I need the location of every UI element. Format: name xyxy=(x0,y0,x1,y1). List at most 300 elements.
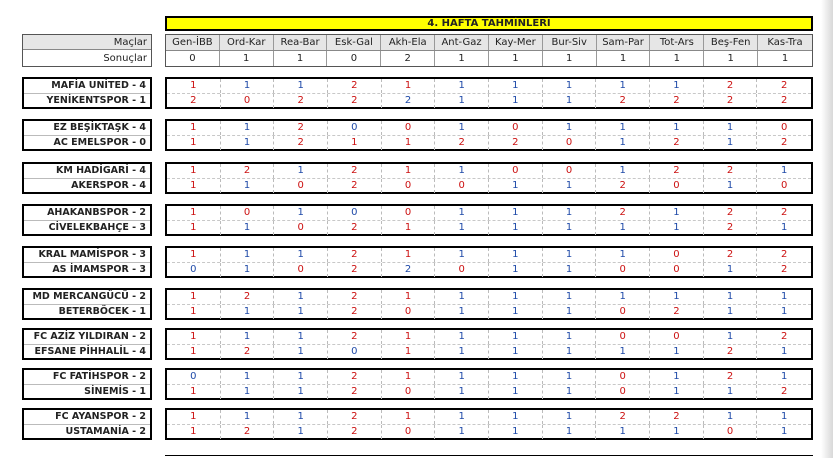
prediction-cell[interactable]: 1 xyxy=(435,345,489,359)
prediction-cell[interactable]: 1 xyxy=(221,121,275,135)
results-row xyxy=(166,51,812,66)
header-grid xyxy=(165,34,813,67)
prediction-group xyxy=(22,119,813,151)
prediction-grid xyxy=(165,328,813,360)
prediction-cell[interactable]: 0 xyxy=(489,121,543,135)
prediction-cell[interactable]: 0 xyxy=(650,330,704,344)
result-cell[interactable]: 1 xyxy=(597,51,651,66)
team-name[interactable]: KRAL MAMİSPOR - 3 xyxy=(24,248,150,263)
prediction-cell[interactable]: 0 xyxy=(781,122,788,133)
prediction-cell[interactable]: 2 xyxy=(781,331,788,342)
prediction-cell[interactable]: 1 xyxy=(167,136,221,150)
team-names xyxy=(22,368,152,400)
prediction-cell[interactable]: 1 xyxy=(596,164,650,178)
prediction-cell[interactable]: 2 xyxy=(596,206,650,220)
match-header-cell[interactable]: Esk-Gal xyxy=(327,35,381,50)
prediction-cell[interactable]: 1 xyxy=(435,79,489,93)
prediction-cell[interactable]: 2 xyxy=(328,385,382,399)
prediction-cell[interactable]: 0 xyxy=(704,425,758,439)
prediction-cell[interactable]: 1 xyxy=(435,248,489,262)
prediction-cell[interactable]: 1 xyxy=(435,410,489,424)
match-header-cell[interactable]: Beş-Fen xyxy=(704,35,758,50)
prediction-cell[interactable]: 1 xyxy=(435,94,489,108)
prediction-cell[interactable]: 0 xyxy=(167,370,221,384)
prediction-cell[interactable]: 0 xyxy=(382,305,436,319)
prediction-cell[interactable]: 0 xyxy=(650,248,704,262)
prediction-cell[interactable]: 2 xyxy=(781,386,788,397)
prediction-row xyxy=(167,305,811,319)
match-header-cell[interactable]: Ord-Kar xyxy=(220,35,274,50)
prediction-cell[interactable]: 1 xyxy=(650,221,704,235)
prediction-cell[interactable]: 1 xyxy=(596,221,650,235)
prediction-cell[interactable]: 1 xyxy=(596,345,650,359)
prediction-cell[interactable]: 2 xyxy=(328,305,382,319)
prediction-cell[interactable]: 1 xyxy=(704,290,758,304)
result-cell[interactable]: 1 xyxy=(435,51,489,66)
prediction-cell[interactable]: 1 xyxy=(167,425,221,439)
prediction-group xyxy=(22,288,813,320)
prediction-cell[interactable]: 2 xyxy=(274,136,328,150)
team-names xyxy=(22,328,152,360)
prediction-row xyxy=(167,248,811,263)
prediction-cell[interactable]: 1 xyxy=(435,330,489,344)
prediction-cell[interactable]: 1 xyxy=(274,370,328,384)
prediction-cell[interactable]: 1 xyxy=(382,345,436,359)
prediction-cell[interactable]: 0 xyxy=(596,330,650,344)
prediction-cell[interactable]: 1 xyxy=(274,290,328,304)
prediction-cell[interactable]: 1 xyxy=(543,79,597,93)
prediction-cell[interactable]: 2 xyxy=(781,137,788,148)
prediction-cell[interactable]: 2 xyxy=(596,410,650,424)
prediction-cell[interactable]: 2 xyxy=(328,221,382,235)
prediction-cell[interactable]: 1 xyxy=(382,136,436,150)
prediction-grid xyxy=(165,204,813,236)
header-block xyxy=(22,34,813,67)
prediction-cell[interactable]: 1 xyxy=(382,370,436,384)
prediction-cell[interactable]: 0 xyxy=(596,370,650,384)
sheet-title[interactable]: 4. HAFTA TAHMİNLERİ xyxy=(165,16,813,31)
prediction-group xyxy=(22,368,813,400)
prediction-cell[interactable]: 2 xyxy=(274,94,328,108)
prediction-cell[interactable]: 1 xyxy=(435,370,489,384)
prediction-cell[interactable]: 1 xyxy=(435,385,489,399)
prediction-cell[interactable]: 1 xyxy=(489,425,543,439)
prediction-cell[interactable]: 1 xyxy=(382,290,436,304)
team-names xyxy=(22,204,152,236)
prediction-cell[interactable]: 0 xyxy=(596,385,650,399)
prediction-cell[interactable]: 1 xyxy=(167,121,221,135)
prediction-cell[interactable]: 2 xyxy=(704,370,758,384)
prediction-cell[interactable]: 2 xyxy=(328,179,382,193)
prediction-cell[interactable]: 1 xyxy=(274,385,328,399)
result-cell[interactable]: 0 xyxy=(166,51,220,66)
prediction-row xyxy=(167,370,811,385)
prediction-cell[interactable]: 2 xyxy=(328,263,382,277)
result-cell[interactable]: 1 xyxy=(489,51,543,66)
prediction-cell[interactable]: 2 xyxy=(704,206,758,220)
prediction-cell[interactable]: 1 xyxy=(543,305,597,319)
prediction-group xyxy=(22,204,813,236)
prediction-cell[interactable]: 1 xyxy=(543,248,597,262)
prediction-cell[interactable]: 1 xyxy=(543,121,597,135)
prediction-cell[interactable]: 1 xyxy=(489,385,543,399)
prediction-cell[interactable]: 1 xyxy=(489,305,543,319)
prediction-cell[interactable]: 2 xyxy=(328,248,382,262)
prediction-cell[interactable]: 2 xyxy=(781,207,788,218)
prediction-cell[interactable]: 0 xyxy=(382,179,436,193)
prediction-cell[interactable]: 2 xyxy=(650,136,704,150)
prediction-cell[interactable]: 2 xyxy=(435,136,489,150)
prediction-cell[interactable]: 2 xyxy=(221,290,275,304)
prediction-row xyxy=(167,263,811,277)
prediction-cell[interactable]: 0 xyxy=(650,179,704,193)
team-name[interactable]: FC AYANSPOR - 2 xyxy=(24,410,150,425)
match-header-cell[interactable]: Akh-Ela xyxy=(381,35,435,50)
prediction-cell[interactable]: 1 xyxy=(221,221,275,235)
prediction-cell[interactable]: 0 xyxy=(382,385,436,399)
prediction-cell[interactable]: 1 xyxy=(489,94,543,108)
prediction-cell[interactable]: 1 xyxy=(221,410,275,424)
prediction-cell[interactable]: 2 xyxy=(221,345,275,359)
prediction-cell[interactable]: 1 xyxy=(221,248,275,262)
prediction-cell[interactable]: 1 xyxy=(596,290,650,304)
prediction-cell[interactable]: 1 xyxy=(489,290,543,304)
prediction-cell[interactable]: 0 xyxy=(543,164,597,178)
prediction-cell[interactable]: 0 xyxy=(328,345,382,359)
prediction-cell[interactable]: 2 xyxy=(328,370,382,384)
prediction-cell[interactable]: 1 xyxy=(382,410,436,424)
prediction-cell[interactable]: 1 xyxy=(704,305,758,319)
matches-row xyxy=(166,35,812,51)
prediction-cell[interactable]: 0 xyxy=(489,164,543,178)
prediction-cell[interactable]: 1 xyxy=(650,206,704,220)
prediction-cell[interactable]: 1 xyxy=(489,330,543,344)
prediction-group xyxy=(22,408,813,440)
match-header-cell[interactable]: Kay-Mer xyxy=(489,35,543,50)
prediction-cell[interactable]: 1 xyxy=(382,221,436,235)
prediction-cell[interactable]: 1 xyxy=(167,221,221,235)
prediction-cell[interactable]: 1 xyxy=(382,79,436,93)
prediction-cell[interactable]: 2 xyxy=(704,79,758,93)
prediction-cell[interactable]: 1 xyxy=(704,330,758,344)
prediction-cell[interactable]: 1 xyxy=(704,263,758,277)
prediction-cell[interactable]: 1 xyxy=(781,306,788,317)
result-cell[interactable]: 1 xyxy=(274,51,328,66)
team-name[interactable]: AS İMAMSPOR - 3 xyxy=(52,264,146,275)
prediction-cell[interactable]: 1 xyxy=(328,136,382,150)
prediction-cell[interactable]: 0 xyxy=(596,263,650,277)
prediction-cell[interactable]: 0 xyxy=(328,206,382,220)
team-names xyxy=(22,119,152,151)
prediction-cell[interactable]: 1 xyxy=(435,305,489,319)
header-labels xyxy=(22,34,152,67)
prediction-cell[interactable]: 1 xyxy=(543,179,597,193)
prediction-cell[interactable]: 1 xyxy=(543,221,597,235)
prediction-cell[interactable]: 1 xyxy=(781,346,788,357)
result-cell[interactable]: 1 xyxy=(704,51,758,66)
prediction-cell[interactable]: 1 xyxy=(167,248,221,262)
prediction-cell[interactable]: 1 xyxy=(781,291,788,302)
prediction-cell[interactable]: 1 xyxy=(167,79,221,93)
prediction-cell[interactable]: 2 xyxy=(650,94,704,108)
prediction-cell[interactable]: 1 xyxy=(650,121,704,135)
prediction-cell[interactable]: 1 xyxy=(489,263,543,277)
prediction-cell[interactable]: 1 xyxy=(274,330,328,344)
prediction-cell[interactable]: 2 xyxy=(382,94,436,108)
prediction-cell[interactable]: 1 xyxy=(781,371,788,382)
match-header-cell[interactable]: Ant-Gaz xyxy=(435,35,489,50)
match-header-cell[interactable]: Rea-Bar xyxy=(274,35,328,50)
prediction-cell[interactable]: 2 xyxy=(650,410,704,424)
prediction-cell[interactable]: 2 xyxy=(704,221,758,235)
prediction-cell[interactable]: 1 xyxy=(596,79,650,93)
match-header-cell[interactable]: Bur-Siv xyxy=(543,35,597,50)
prediction-cell[interactable]: 0 xyxy=(435,179,489,193)
team-name[interactable]: EFSANE PİHHALİL - 4 xyxy=(34,346,146,357)
prediction-cell[interactable]: 0 xyxy=(435,263,489,277)
prediction-row xyxy=(167,121,811,136)
result-cell[interactable]: 1 xyxy=(781,53,789,64)
prediction-row xyxy=(167,425,811,439)
prediction-cell[interactable]: 2 xyxy=(781,249,788,260)
prediction-cell[interactable]: 2 xyxy=(596,94,650,108)
prediction-cell[interactable]: 2 xyxy=(328,79,382,93)
prediction-cell[interactable]: 0 xyxy=(781,180,788,191)
prediction-row xyxy=(167,221,811,235)
prediction-cell[interactable]: 1 xyxy=(221,370,275,384)
prediction-cell[interactable]: 2 xyxy=(328,410,382,424)
window-edge-shadow xyxy=(821,0,833,458)
prediction-cell[interactable]: 0 xyxy=(543,136,597,150)
prediction-cell[interactable]: 1 xyxy=(435,221,489,235)
team-name[interactable]: MAFİA UNİTED - 4 xyxy=(24,79,150,94)
prediction-cell[interactable]: 0 xyxy=(382,206,436,220)
prediction-cell[interactable]: 1 xyxy=(543,410,597,424)
prediction-cell[interactable]: 1 xyxy=(489,410,543,424)
prediction-cell[interactable]: 0 xyxy=(650,263,704,277)
prediction-cell[interactable]: 1 xyxy=(650,79,704,93)
prediction-cell[interactable]: 1 xyxy=(543,290,597,304)
prediction-cell[interactable]: 0 xyxy=(167,263,221,277)
prediction-cell[interactable]: 0 xyxy=(328,121,382,135)
prediction-cell[interactable]: 0 xyxy=(382,121,436,135)
prediction-cell[interactable]: 1 xyxy=(221,330,275,344)
prediction-cell[interactable]: 2 xyxy=(382,263,436,277)
prediction-cell[interactable]: 2 xyxy=(704,345,758,359)
prediction-cell[interactable]: 1 xyxy=(167,290,221,304)
prediction-cell[interactable]: 1 xyxy=(167,330,221,344)
prediction-cell[interactable]: 0 xyxy=(274,263,328,277)
team-names xyxy=(22,408,152,440)
prediction-cell[interactable]: 1 xyxy=(167,206,221,220)
prediction-cell[interactable]: 1 xyxy=(221,179,275,193)
team-name[interactable]: AC EMELSPOR - 0 xyxy=(53,137,146,148)
prediction-cell[interactable]: 0 xyxy=(274,221,328,235)
prediction-cell[interactable]: 1 xyxy=(596,425,650,439)
prediction-cell[interactable]: 1 xyxy=(382,330,436,344)
prediction-cell[interactable]: 1 xyxy=(221,79,275,93)
prediction-group xyxy=(22,162,813,194)
team-name[interactable]: FC FATİHSPOR - 2 xyxy=(24,370,150,385)
prediction-cell[interactable]: 2 xyxy=(650,305,704,319)
prediction-cell[interactable]: 1 xyxy=(274,164,328,178)
team-name[interactable]: AHAKANBSPOR - 2 xyxy=(24,206,150,221)
prediction-cell[interactable]: 0 xyxy=(596,305,650,319)
result-cell[interactable]: 2 xyxy=(381,51,435,66)
prediction-cell[interactable]: 0 xyxy=(382,425,436,439)
prediction-cell[interactable]: 0 xyxy=(221,206,275,220)
team-name[interactable]: MD MERCANGÜCÜ - 2 xyxy=(24,290,150,305)
match-header-cell[interactable]: Sam-Par xyxy=(597,35,651,50)
team-name[interactable]: CİVELEKBAHÇE - 3 xyxy=(48,222,146,233)
prediction-cell[interactable]: 1 xyxy=(543,385,597,399)
prediction-cell[interactable]: 1 xyxy=(489,248,543,262)
prediction-cell[interactable]: 1 xyxy=(543,330,597,344)
prediction-cell[interactable]: 2 xyxy=(596,179,650,193)
prediction-row xyxy=(167,179,811,193)
prediction-cell[interactable]: 1 xyxy=(704,179,758,193)
prediction-cell[interactable]: 1 xyxy=(435,164,489,178)
match-header-cell[interactable]: Tot-Ars xyxy=(650,35,704,50)
prediction-cell[interactable]: 2 xyxy=(221,425,275,439)
prediction-cell[interactable]: 1 xyxy=(274,425,328,439)
prediction-cell[interactable]: 2 xyxy=(328,164,382,178)
prediction-cell[interactable]: 0 xyxy=(221,94,275,108)
prediction-cell[interactable]: 1 xyxy=(650,385,704,399)
prediction-cell[interactable]: 1 xyxy=(382,248,436,262)
prediction-cell[interactable]: 2 xyxy=(328,290,382,304)
prediction-cell[interactable]: 1 xyxy=(221,136,275,150)
prediction-cell[interactable]: 0 xyxy=(274,179,328,193)
prediction-cell[interactable]: 2 xyxy=(167,94,221,108)
match-header-cell[interactable]: Kas-Tra xyxy=(767,37,803,48)
prediction-grid xyxy=(165,246,813,278)
prediction-cell[interactable]: 1 xyxy=(596,136,650,150)
prediction-cell[interactable]: 2 xyxy=(328,94,382,108)
prediction-cell[interactable]: 2 xyxy=(704,248,758,262)
prediction-cell[interactable]: 1 xyxy=(274,248,328,262)
prediction-cell[interactable]: 1 xyxy=(489,79,543,93)
prediction-cell[interactable]: 1 xyxy=(489,345,543,359)
prediction-cell[interactable]: 2 xyxy=(650,164,704,178)
prediction-cell[interactable]: 1 xyxy=(489,370,543,384)
prediction-grid xyxy=(165,368,813,400)
prediction-cell[interactable]: 1 xyxy=(704,136,758,150)
team-name[interactable]: KM HADİGARİ - 4 xyxy=(24,164,150,179)
prediction-cell[interactable]: 1 xyxy=(596,248,650,262)
label-results[interactable]: Sonuçlar xyxy=(103,53,147,64)
result-cell[interactable]: 1 xyxy=(220,51,274,66)
prediction-row xyxy=(167,330,811,345)
prediction-cell[interactable]: 1 xyxy=(221,385,275,399)
match-header-cell[interactable]: Gen-İBB xyxy=(166,35,220,50)
team-name[interactable]: AKERSPOR - 4 xyxy=(71,180,146,191)
prediction-cell[interactable]: 1 xyxy=(543,94,597,108)
prediction-row xyxy=(167,94,811,108)
prediction-cell[interactable]: 1 xyxy=(435,206,489,220)
result-cell[interactable]: 1 xyxy=(650,51,704,66)
team-name[interactable]: BETERBÖCEK - 1 xyxy=(58,306,146,317)
prediction-cell[interactable]: 1 xyxy=(543,425,597,439)
prediction-row xyxy=(167,79,811,94)
prediction-cell[interactable]: 1 xyxy=(704,385,758,399)
prediction-cell[interactable]: 1 xyxy=(781,411,788,422)
prediction-cell[interactable]: 2 xyxy=(274,121,328,135)
prediction-cell[interactable]: 2 xyxy=(328,425,382,439)
prediction-cell[interactable]: 1 xyxy=(596,121,650,135)
prediction-cell[interactable]: 1 xyxy=(543,345,597,359)
label-matches[interactable]: Maçlar xyxy=(23,35,151,50)
prediction-cell[interactable]: 1 xyxy=(274,410,328,424)
prediction-cell[interactable]: 2 xyxy=(781,95,788,106)
team-name[interactable]: SİNEMİS - 1 xyxy=(84,386,146,397)
team-names xyxy=(22,77,152,109)
prediction-cell[interactable]: 1 xyxy=(221,305,275,319)
prediction-cell[interactable]: 2 xyxy=(704,164,758,178)
prediction-cell[interactable]: 2 xyxy=(328,330,382,344)
prediction-cell[interactable]: 1 xyxy=(650,425,704,439)
prediction-cell[interactable]: 2 xyxy=(704,94,758,108)
prediction-cell[interactable]: 1 xyxy=(704,410,758,424)
prediction-cell[interactable]: 1 xyxy=(489,179,543,193)
prediction-cell[interactable]: 1 xyxy=(650,290,704,304)
prediction-cell[interactable]: 1 xyxy=(781,165,788,176)
prediction-cell[interactable]: 1 xyxy=(274,206,328,220)
result-cell[interactable]: 1 xyxy=(543,51,597,66)
team-name[interactable]: YENİKENTSPOR - 1 xyxy=(46,95,146,106)
prediction-cell[interactable]: 1 xyxy=(704,121,758,135)
prediction-cell[interactable]: 1 xyxy=(167,345,221,359)
prediction-cell[interactable]: 1 xyxy=(167,179,221,193)
team-names xyxy=(22,288,152,320)
prediction-cell[interactable]: 1 xyxy=(274,79,328,93)
prediction-row xyxy=(167,345,811,359)
prediction-cell[interactable]: 1 xyxy=(543,263,597,277)
team-name[interactable]: EZ BEŞİKTAŞK - 4 xyxy=(24,121,150,136)
prediction-cell[interactable]: 1 xyxy=(221,263,275,277)
prediction-cell[interactable]: 1 xyxy=(167,164,221,178)
prediction-cell[interactable]: 2 xyxy=(221,164,275,178)
prediction-row xyxy=(167,385,811,399)
prediction-cell[interactable]: 1 xyxy=(543,206,597,220)
prediction-cell[interactable]: 1 xyxy=(167,385,221,399)
prediction-cell[interactable]: 1 xyxy=(543,370,597,384)
prediction-cell[interactable]: 1 xyxy=(382,164,436,178)
prediction-cell[interactable]: 1 xyxy=(781,222,788,233)
result-cell[interactable]: 0 xyxy=(327,51,381,66)
prediction-cell[interactable]: 1 xyxy=(435,425,489,439)
prediction-group xyxy=(22,246,813,278)
prediction-cell[interactable]: 1 xyxy=(167,305,221,319)
prediction-cell[interactable]: 2 xyxy=(781,264,788,275)
prediction-cell[interactable]: 1 xyxy=(435,290,489,304)
prediction-cell[interactable]: 1 xyxy=(489,206,543,220)
prediction-cell[interactable]: 2 xyxy=(781,80,788,91)
team-name[interactable]: FC AZİZ YILDIRAN - 2 xyxy=(24,330,150,345)
prediction-cell[interactable]: 2 xyxy=(489,136,543,150)
prediction-cell[interactable]: 1 xyxy=(489,221,543,235)
prediction-cell[interactable]: 1 xyxy=(274,345,328,359)
prediction-cell[interactable]: 1 xyxy=(781,426,788,437)
prediction-row xyxy=(167,136,811,150)
prediction-row xyxy=(167,410,811,425)
prediction-cell[interactable]: 1 xyxy=(167,410,221,424)
prediction-cell[interactable]: 1 xyxy=(650,370,704,384)
team-name[interactable]: USTAMANİA - 2 xyxy=(65,426,146,437)
prediction-cell[interactable]: 1 xyxy=(435,121,489,135)
prediction-cell[interactable]: 1 xyxy=(650,345,704,359)
prediction-cell[interactable]: 1 xyxy=(274,305,328,319)
